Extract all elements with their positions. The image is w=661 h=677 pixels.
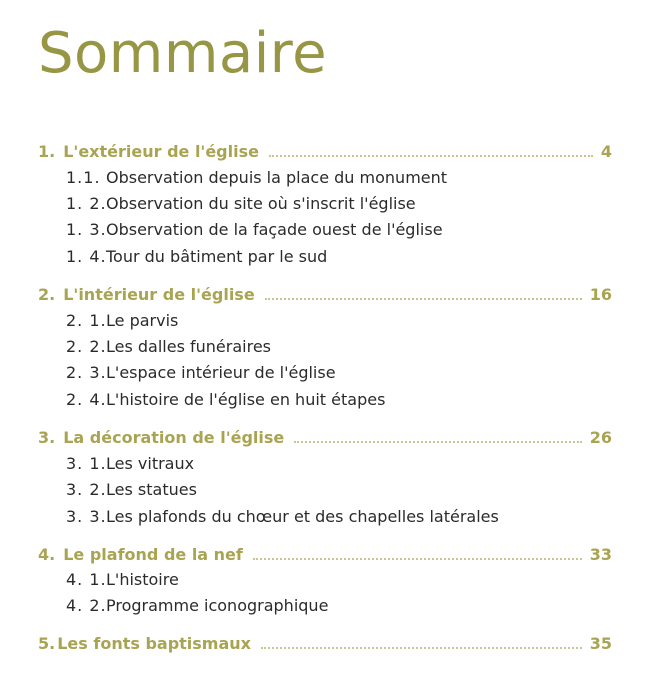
toc-item[interactable] (66, 565, 179, 589)
section-title: La décoration de l'église (63, 428, 285, 447)
item-label: Le parvis (106, 311, 179, 330)
section-page-number: 16 (589, 285, 612, 304)
item-label: Observation du site où s'inscrit l'église (106, 194, 416, 213)
item-number: 3. 2. (66, 480, 107, 499)
section-page-number: 26 (589, 428, 612, 447)
toc-item[interactable] (66, 189, 416, 213)
item-number: 1. 3. (66, 220, 107, 239)
toc-item[interactable] (66, 475, 197, 499)
toc-item[interactable] (66, 358, 336, 382)
item-number: 2. 4. (66, 390, 107, 409)
dot-leader (253, 558, 582, 560)
item-number: 4. 1. (66, 570, 107, 589)
dot-leader (294, 441, 581, 443)
toc-item[interactable] (66, 163, 447, 187)
toc-item[interactable] (66, 215, 443, 239)
item-label: Les plafonds du chœur et des chapelles latérales (106, 507, 499, 526)
section-page-number: 4 (600, 142, 612, 161)
toc-item[interactable] (66, 449, 194, 473)
item-number: 1.1. (66, 168, 101, 187)
toc-section-5[interactable] (38, 629, 612, 653)
item-number: 2. 3. (66, 363, 107, 382)
section-number: 4. (38, 545, 56, 564)
page-title: Sommaire (38, 21, 328, 86)
item-number: 1. 2. (66, 194, 107, 213)
toc-item[interactable] (66, 591, 328, 615)
item-label: Observation de la façade ouest de l'église (106, 220, 443, 239)
item-number: 2. 2. (66, 337, 107, 356)
section-title: L'intérieur de l'église (63, 285, 255, 304)
item-number: 4. 2. (66, 596, 107, 615)
toc-section-4[interactable] (38, 540, 612, 564)
toc-section-2[interactable] (38, 280, 612, 304)
section-title: Le plafond de la nef (63, 545, 243, 564)
toc-item[interactable] (66, 502, 499, 526)
section-page-number: 35 (589, 634, 612, 653)
dot-leader (261, 647, 582, 649)
item-number: 3. 3. (66, 507, 107, 526)
toc-item[interactable] (66, 306, 178, 330)
section-page-number: 33 (589, 545, 612, 564)
section-number: 5. (38, 634, 56, 653)
item-label: Tour du bâtiment par le sud (106, 247, 328, 266)
section-number: 2. (38, 285, 56, 304)
toc-item[interactable] (66, 242, 327, 266)
item-label: L'espace intérieur de l'église (106, 363, 336, 382)
section-number: 1. (38, 142, 56, 161)
item-label: L'histoire (106, 570, 179, 589)
item-number: 1. 4. (66, 247, 107, 266)
item-label: Programme iconographique (106, 596, 329, 615)
item-label: L'histoire de l'église en huit étapes (106, 390, 386, 409)
item-label: Les statues (106, 480, 197, 499)
dot-leader (269, 155, 593, 157)
toc-item[interactable] (66, 332, 271, 356)
section-number: 3. (38, 428, 56, 447)
section-title: L'extérieur de l'église (63, 142, 259, 161)
item-number: 2. 1. (66, 311, 107, 330)
toc-section-3[interactable] (38, 423, 612, 447)
item-label: Les vitraux (106, 454, 195, 473)
item-label: Les dalles funéraires (106, 337, 272, 356)
toc-section-1[interactable] (38, 137, 612, 161)
item-number: 3. 1. (66, 454, 107, 473)
item-label: Observation depuis la place du monument (106, 168, 448, 187)
dot-leader (265, 298, 582, 300)
section-title: Les fonts baptismaux (57, 634, 251, 653)
toc-item[interactable] (66, 385, 385, 409)
